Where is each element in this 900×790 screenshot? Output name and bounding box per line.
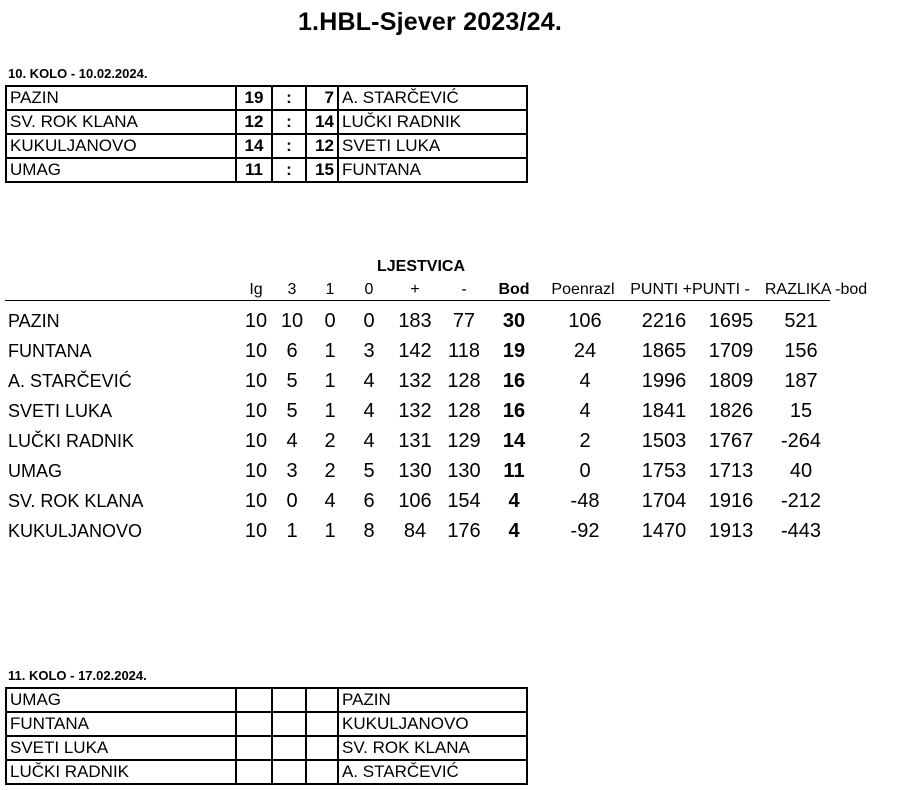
goals-for: 183: [398, 310, 432, 332]
punti-plus: 1865: [641, 340, 687, 362]
header-losses: 0: [364, 281, 374, 298]
games-played: 10: [244, 460, 268, 482]
games-played: 10: [244, 490, 268, 512]
punti-minus: 1713: [708, 460, 754, 482]
draws: 2: [324, 430, 336, 452]
punti-minus: 1809: [708, 370, 754, 392]
away-team: A. STARČEVIĆ: [338, 86, 527, 110]
score-separator: :: [272, 134, 306, 158]
table-row: [6, 158, 527, 182]
goals-against: 176: [447, 520, 481, 542]
razlika: -212: [780, 490, 822, 512]
away-team: SV. ROK KLANA: [338, 736, 527, 760]
table-row: [0, 366, 900, 396]
home-team: PAZIN: [6, 86, 236, 110]
table-row: [0, 486, 900, 516]
wins: 10: [280, 310, 304, 332]
team-name: SV. ROK KLANA: [8, 491, 144, 511]
point-difference: 4: [579, 370, 591, 392]
punti-minus: 1916: [708, 490, 754, 512]
goals-against: 129: [447, 430, 481, 452]
home-team: SV. ROK KLANA: [6, 110, 236, 134]
home-team: UMAG: [6, 158, 236, 182]
razlika: 156: [784, 340, 818, 362]
goals-for: 142: [398, 340, 432, 362]
goals-for: 131: [398, 430, 432, 452]
draws: 1: [324, 520, 336, 542]
goals-for: 106: [398, 490, 432, 512]
team-name: UMAG: [8, 461, 62, 481]
table-row: [0, 336, 900, 366]
points: 16: [502, 370, 526, 392]
losses: 4: [363, 430, 375, 452]
punti-plus: 1841: [641, 400, 687, 422]
team-name: KUKULJANOVO: [8, 521, 143, 541]
home-team: UMAG: [6, 688, 236, 712]
team-name: LUČKI RADNIK: [8, 431, 135, 451]
wins: 4: [286, 430, 298, 452]
away-score: [306, 736, 338, 760]
table-row: [0, 396, 900, 426]
games-played: 10: [244, 430, 268, 452]
goals-for: 84: [403, 520, 427, 542]
away-score: 12: [306, 134, 338, 158]
games-played: 10: [244, 370, 268, 392]
goals-against: 128: [447, 370, 481, 392]
table-row: [6, 134, 527, 158]
punti-plus: 2216: [641, 310, 687, 332]
razlika: -443: [780, 520, 822, 542]
goals-against: 77: [452, 310, 476, 332]
home-score: 12: [236, 110, 272, 134]
punti-minus: 1695: [708, 310, 754, 332]
point-difference: -92: [570, 520, 600, 542]
goals-against: 154: [447, 490, 481, 512]
away-score: 7: [306, 86, 338, 110]
away-team: SVETI LUKA: [338, 134, 527, 158]
draws: 4: [324, 490, 336, 512]
score-separator: :: [272, 110, 306, 134]
away-score: [306, 712, 338, 736]
header-games: Ig: [249, 281, 263, 298]
away-team: PAZIN: [338, 688, 527, 712]
razlika: 521: [784, 310, 818, 332]
razlika: 40: [789, 460, 813, 482]
away-team: LUČKI RADNIK: [338, 110, 527, 134]
table-row: [6, 688, 527, 712]
home-score: [236, 712, 272, 736]
games-played: 10: [244, 310, 268, 332]
away-score: [306, 760, 338, 784]
games-played: 10: [244, 340, 268, 362]
punti-plus: 1753: [641, 460, 687, 482]
away-team: KUKULJANOVO: [338, 712, 527, 736]
points: 30: [502, 310, 526, 332]
score-separator: [272, 712, 306, 736]
header-razlika: RAZLIKA -bod: [764, 281, 868, 298]
header-points: Bod: [498, 281, 530, 298]
table-row: [6, 736, 527, 760]
round-11-heading: 11. KOLO - 17.02.2024.: [8, 668, 147, 683]
home-score: 11: [236, 158, 272, 182]
punti-minus: 1826: [708, 400, 754, 422]
games-played: 10: [244, 400, 268, 422]
table-row: [6, 712, 527, 736]
round-11-fixtures-table: [5, 687, 528, 785]
header-wins: 3: [287, 281, 297, 298]
table-row: [6, 110, 527, 134]
draws: 0: [324, 310, 336, 332]
losses: 3: [363, 340, 375, 362]
losses: 4: [363, 400, 375, 422]
goals-for: 130: [398, 460, 432, 482]
away-score: 15: [306, 158, 338, 182]
table-row: [0, 456, 900, 486]
home-score: [236, 760, 272, 784]
goals-for: 132: [398, 400, 432, 422]
header-point-diff: Poenrazl: [551, 281, 615, 298]
draws: 1: [324, 370, 336, 392]
home-score: [236, 688, 272, 712]
goals-for: 132: [398, 370, 432, 392]
header-punti: PUNTI +PUNTI -: [630, 281, 750, 298]
table-row: [6, 760, 527, 784]
point-difference: 106: [568, 310, 602, 332]
losses: 4: [363, 370, 375, 392]
score-separator: [272, 760, 306, 784]
draws: 1: [324, 400, 336, 422]
team-name: SVETI LUKA: [8, 401, 113, 421]
points: 16: [502, 400, 526, 422]
razlika: 187: [784, 370, 818, 392]
home-score: [236, 736, 272, 760]
draws: 1: [324, 340, 336, 362]
punti-plus: 1704: [641, 490, 687, 512]
away-team: FUNTANA: [338, 158, 527, 182]
punti-plus: 1503: [641, 430, 687, 452]
punti-minus: 1709: [708, 340, 754, 362]
header-minus: -: [461, 281, 467, 298]
table-row: [0, 516, 900, 546]
wins: 0: [286, 490, 298, 512]
page-title: 1.HBL-Sjever 2023/24.: [297, 8, 563, 36]
points: 4: [508, 490, 520, 512]
goals-against: 118: [448, 340, 480, 362]
losses: 8: [363, 520, 375, 542]
wins: 1: [286, 520, 298, 542]
losses: 0: [363, 310, 375, 332]
goals-against: 128: [447, 400, 481, 422]
home-score: 19: [236, 86, 272, 110]
punti-plus: 1470: [641, 520, 687, 542]
team-name: A. STARČEVIĆ: [8, 371, 132, 391]
header-divider: [5, 300, 830, 301]
punti-minus: 1913: [708, 520, 754, 542]
punti-plus: 1996: [641, 370, 687, 392]
score-separator: :: [272, 86, 306, 110]
point-difference: 0: [579, 460, 591, 482]
point-difference: 24: [573, 340, 597, 362]
score-separator: :: [272, 158, 306, 182]
standings-title: LJESTVICA: [377, 258, 466, 275]
table-row: [6, 86, 527, 110]
home-team: KUKULJANOVO: [6, 134, 236, 158]
wins: 5: [286, 400, 298, 422]
games-played: 10: [244, 520, 268, 542]
points: 14: [502, 430, 526, 452]
away-score: [306, 688, 338, 712]
table-row: [0, 306, 900, 336]
draws: 2: [324, 460, 336, 482]
punti-minus: 1767: [708, 430, 754, 452]
header-draws: 1: [325, 281, 335, 298]
team-name: PAZIN: [8, 311, 60, 331]
away-score: 14: [306, 110, 338, 134]
points: 19: [502, 340, 526, 362]
losses: 6: [363, 490, 375, 512]
point-difference: -48: [570, 490, 600, 512]
point-difference: 2: [579, 430, 591, 452]
goals-against: 130: [447, 460, 481, 482]
points: 11: [503, 460, 525, 482]
razlika: 15: [789, 400, 813, 422]
losses: 5: [363, 460, 375, 482]
home-team: LUČKI RADNIK: [6, 760, 236, 784]
away-team: A. STARČEVIĆ: [338, 760, 527, 784]
home-team: SVETI LUKA: [6, 736, 236, 760]
points: 4: [508, 520, 520, 542]
wins: 3: [286, 460, 298, 482]
round-10-results-table: [5, 85, 528, 183]
razlika: -264: [780, 430, 822, 452]
point-difference: 4: [579, 400, 591, 422]
score-separator: [272, 688, 306, 712]
wins: 6: [286, 340, 298, 362]
home-team: FUNTANA: [6, 712, 236, 736]
round-10-heading: 10. KOLO - 10.02.2024.: [8, 66, 148, 81]
header-plus: +: [410, 281, 420, 298]
team-name: FUNTANA: [8, 341, 92, 361]
score-separator: [272, 736, 306, 760]
table-row: [0, 426, 900, 456]
wins: 5: [286, 370, 298, 392]
home-score: 14: [236, 134, 272, 158]
